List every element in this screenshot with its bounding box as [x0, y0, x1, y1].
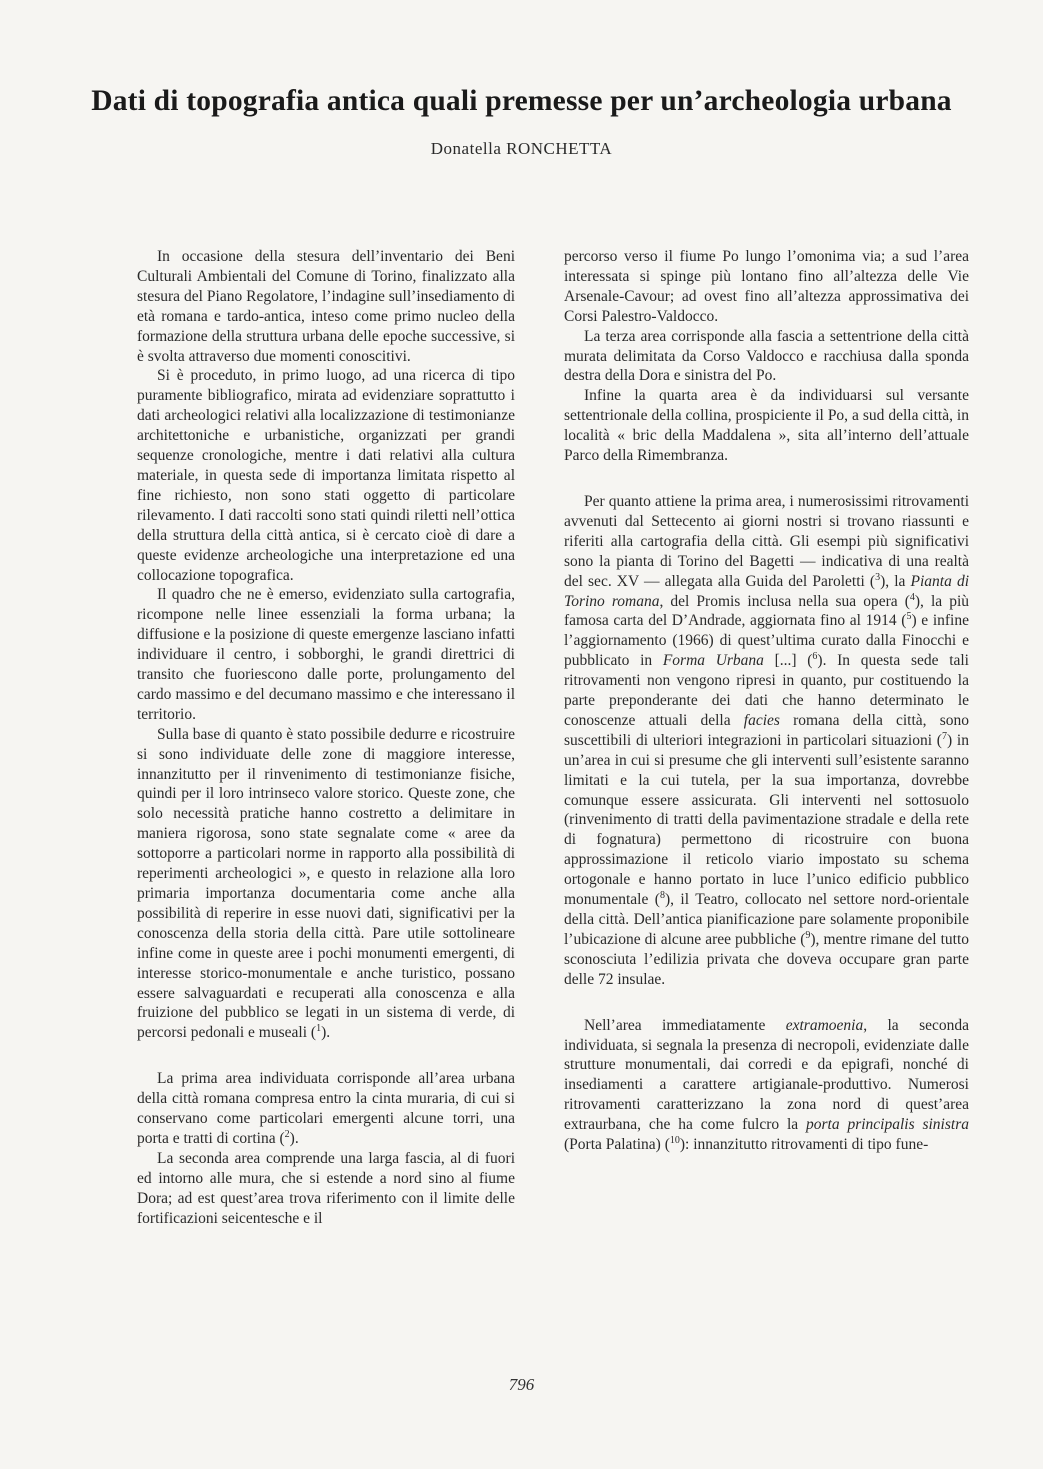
footnote-ref: 7: [941, 730, 947, 742]
paragraph: Infine la quarta area è da individuarsi sul versante settentrionale della collina, prospiciente il Po, a sud della città, in località « bric della Maddalena », sita all’interno dell’attuale Parco della Rimembranza.: [564, 387, 969, 465]
paragraph: Nell’area immediatamente extramoenia, la seconda individuata, si segnala la presenza di necropoli, evidenziate dalle strutture monumentali, dai corredi e da epigrafi, nonché di insediamenti a carattere artigianale-produttivo. Numerosi ritrovamenti caratterizzano la zona nord di quest’area extraurbana, che ha come fulcro la porta principalis sinistra (Porta Palatina) ($^{10}$): innanzitutto ritrovamenti di tipo fune-: [564, 1016, 969, 1154]
article-author: Donatella RONCHETTA: [430, 139, 613, 158]
article-title: Dati di topografia antica quali premesse per un’archeologia urbana: [91, 85, 952, 117]
article-header: [0, 84, 1043, 159]
paragraph: Sulla base di quanto è stato possibile dedurre e ricostruire si sono individuate delle zone di maggiore interesse, innanzitutto per il rinvenimento di testimonianze fisiche, quindi per il loro intrinseco valore storico. Queste zone, che solo necessità pratiche hanno costretto a delimitare in maniera rigorosa, sono state segnalate come « aree da sottoporre a particolari norme in rapporto alla possibilità di reperimenti archeologici », e questo in relazione alla loro primaria importanza documentaria come anche alla possibilità di reperire in esse nuovi dati, significativi per la conoscenza della storia della città. Pare utile sottolineare infine come in queste aree i pochi monumenti emergenti, di interesse storico-monumentale e anche turistico, possano essere salvaguardati e recuperati alla conoscenza e alla fruizione del pubblico se legati in un sistema di verde, di percorsi pedonali e museali ($^1$).: [137, 725, 515, 1042]
paragraph: Il quadro che ne è emerso, evidenziato sulla cartografia, ricompone nelle linee essenziali la forma urbana; la diffusione e la posizione di queste emergenze lasciano infatti individuare il centro, i sobborghi, le grandi direttrici di transito che fuoriescono dalle porte, prolungamento del cardo massimo e del decumano massimo e che interessano il territorio.: [137, 586, 515, 723]
paragraph: La terza area corrisponde alla fascia a settentrione della città murata delimitata da Corso Valdocco e racchiusa dalla sponda destra della Dora e sinistra del Po.: [564, 327, 969, 385]
footnote-ref: 4: [909, 591, 915, 603]
page-number: 796: [508, 1375, 535, 1394]
left-column: [137, 247, 515, 1229]
footnote-ref: 2: [284, 1128, 290, 1140]
footnote-ref: 6: [812, 651, 818, 663]
paragraph: La seconda area comprende una larga fascia, al di fuori ed intorno alle mura, che si estende a nord sino al fiume Dora; ad est quest’area trova riferimento con il limite delle fortificazioni seicentesche e il: [137, 1149, 515, 1227]
paragraph: Per quanto attiene la prima area, i numerosissimi ritrovamenti avvenuti dal Settecento ai giorni nostri si trovano riassunti e riferiti alla cartografia della città. Gli esempi più significativi sono la pianta di Torino del Bagetti — indicativa di una realtà del sec. XV — allegata alla Guida del Paroletti ($^3$), la Pianta di Torino romana, del Promis inclusa nella sua opera ($^4$), la più famosa carta del D’Andrade, aggiornata fino al 1914 ($^5$) e infine l’aggiornamento (1966) di quest’ultima curato dalla Finocchi e pubblicato in Forma Urbana [...] ($^6$). In questa sede tali ritrovamenti non vengono ripresi in quanto, pur costituendo la parte preponderante dei dati che hanno determinato le conoscenze attuali della facies romana della città, sono suscettibili di ulteriori integrazioni in particolari situazioni ($^7$) in un’area in cui si presume che gli interventi sull’esistente saranno limitati e la cui tutela, per la sua importanza, dovrebbe comunque essere assicurata. Gli interventi nel sottosuolo (rinvenimento di tratti della pavimentazione stradale e della rete di fognatura) permettono di ricostruire con buona approssimazione il reticolo viario impostato su schema ortogonale e hanno portato in luce l’unico edificio pubblico monumentale ($^8$), il Teatro, collocato nel settore nord-orientale della città. Dell’antica pianificazione pare solamente proponibile l’ubicazione di alcune aree pubbliche ($^9$), mentre rimane del tutto sconosciuta l’edilizia privata che doveva occupare gran parte delle 72 insulae.: [564, 492, 970, 988]
paragraph: Si è proceduto, in primo luogo, ad una ricerca di tipo puramente bibliografico, mirata ad evidenziare soprattutto i dati archeologici relativi alla localizzazione di testimonianze architettoniche e urbanistiche, organizzati per grandi sequenze cronologiche, mentre i dati relativi alla cultura materiale, in questa sede di importanza limitata rispetto al fine richiesto, non sono stati oggetto di particolare rilevamento. I dati raccolti sono stati quindi riletti nell’ottica della struttura della città antica, si è cercato cioè di dare a queste evidenze archeologiche una interpretazione ed una collocazione topografica.: [137, 367, 515, 584]
footnote-ref: 8: [659, 889, 665, 901]
paragraph: In occasione della stesura dell’inventario dei Beni Culturali Ambientali del Comune di Torino, finalizzato alla stesura del Piano Regolatore, l’indagine sull’insediamento di età romana e tardo-antica, inteso come primo nucleo della formazione della struttura urbana delle epoche successive, si è svolta attraverso due momenti conoscitivi.: [137, 248, 515, 365]
footnote-ref: 3: [875, 571, 881, 583]
paragraph: percorso verso il fiume Po lungo l’omonima via; a sud l’area interessata si spinge più lontano fino all’altezza delle Vie Arsenale-Cavour; ad ovest fino all’altezza approssimativa dei Corsi Palestro-Valdocco.: [564, 248, 969, 325]
footnote-ref: 10: [669, 1134, 680, 1146]
footnote-ref: 5: [906, 611, 912, 623]
right-column: [564, 247, 969, 1155]
footnote-ref: 1: [316, 1023, 322, 1035]
footnote-ref: 9: [805, 929, 811, 941]
paragraph: La prima area individuata corrisponde all’area urbana della città romana compresa entro la cinta muraria, di cui si conservano come particolari emergenti alcune torri, una porta e tratti di cortina ($^2$).: [137, 1070, 515, 1147]
